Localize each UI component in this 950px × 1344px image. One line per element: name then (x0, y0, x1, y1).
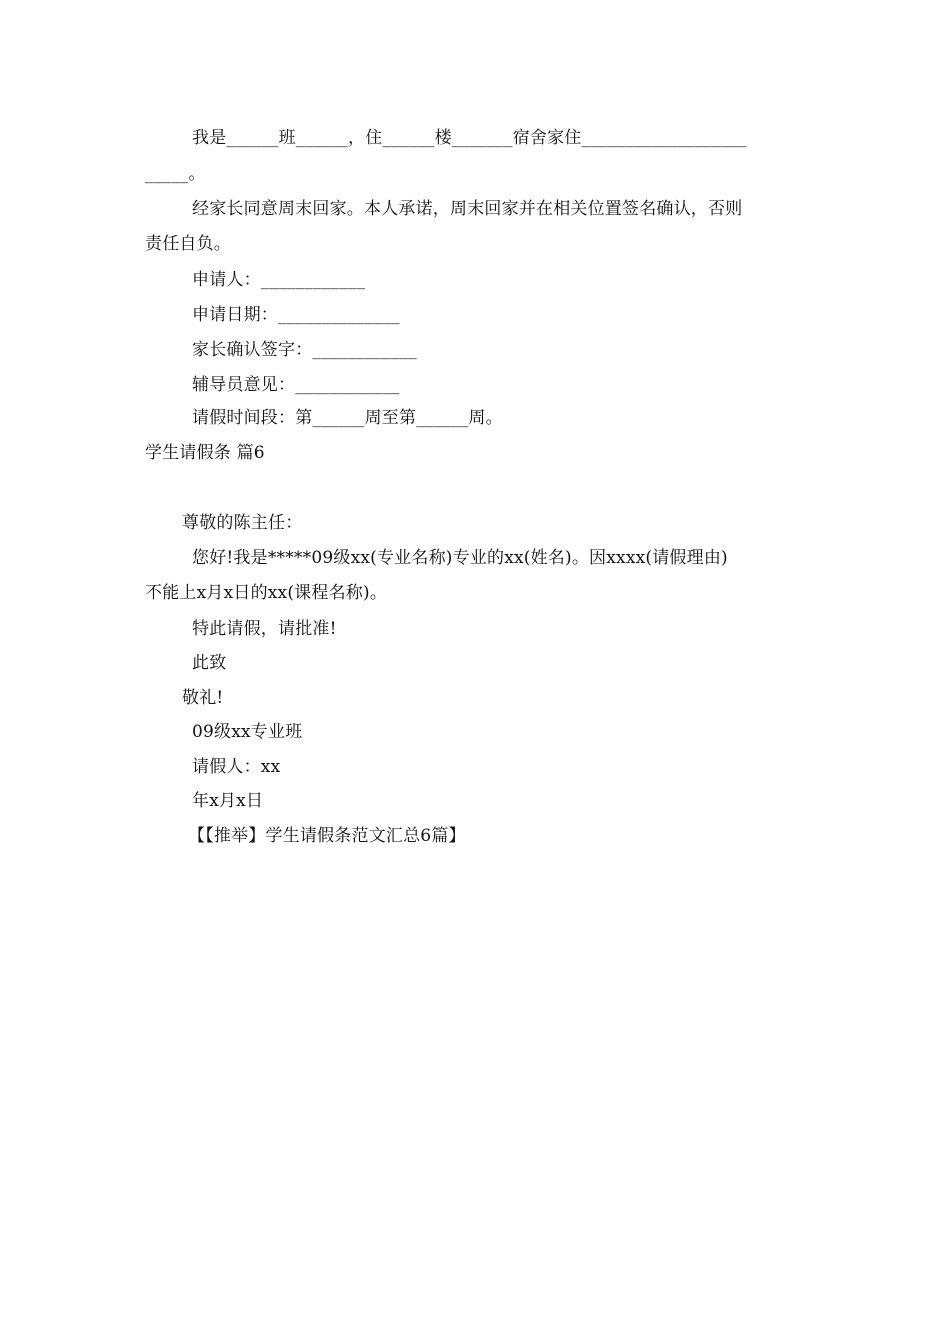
salutation: 尊敬的陈主任： (182, 513, 303, 533)
apply-date-field: 申请日期：______________ (192, 305, 400, 325)
pledge-text: 经家长同意周末回家。本人承诺，周末回家并在相关位置签名确认，否则 (192, 199, 743, 219)
leave-period-field: 请假时间段：第______周至第______周。 (192, 408, 503, 428)
request-line: 特此请假，请批准! (192, 619, 337, 639)
parent-signature-field: 家长确认签字：____________ (192, 340, 417, 360)
fill-in-line-class-dorm: 我是______班______，住______楼_______宿舍家住___________________ (192, 128, 747, 148)
letter-date: 年x月x日 (192, 791, 264, 811)
letter-body-continuation: 不能上x月x日的xx(课程名称)。 (145, 583, 388, 603)
class-signature: 09级xx专业班 (192, 722, 303, 742)
section-heading: 学生请假条 篇6 (145, 443, 265, 463)
letter-body: 您好!我是*****09级xx(专业名称)专业的xx(姓名)。因xxxx(请假理由) (192, 548, 728, 568)
document-footer-title: 【【推举】学生请假条范文汇总6篇】 (188, 826, 466, 846)
pledge-text-continuation: 责任自负。 (145, 234, 231, 254)
closing-line-1: 此致 (192, 653, 227, 673)
applicant-field: 申请人：____________ (192, 270, 366, 290)
closing-line-2: 敬礼! (182, 688, 224, 708)
counselor-opinion-field: 辅导员意见：____________ (192, 375, 400, 395)
requester-signature: 请假人：xx (192, 757, 281, 777)
fill-in-line-continuation: _____。 (145, 164, 206, 184)
